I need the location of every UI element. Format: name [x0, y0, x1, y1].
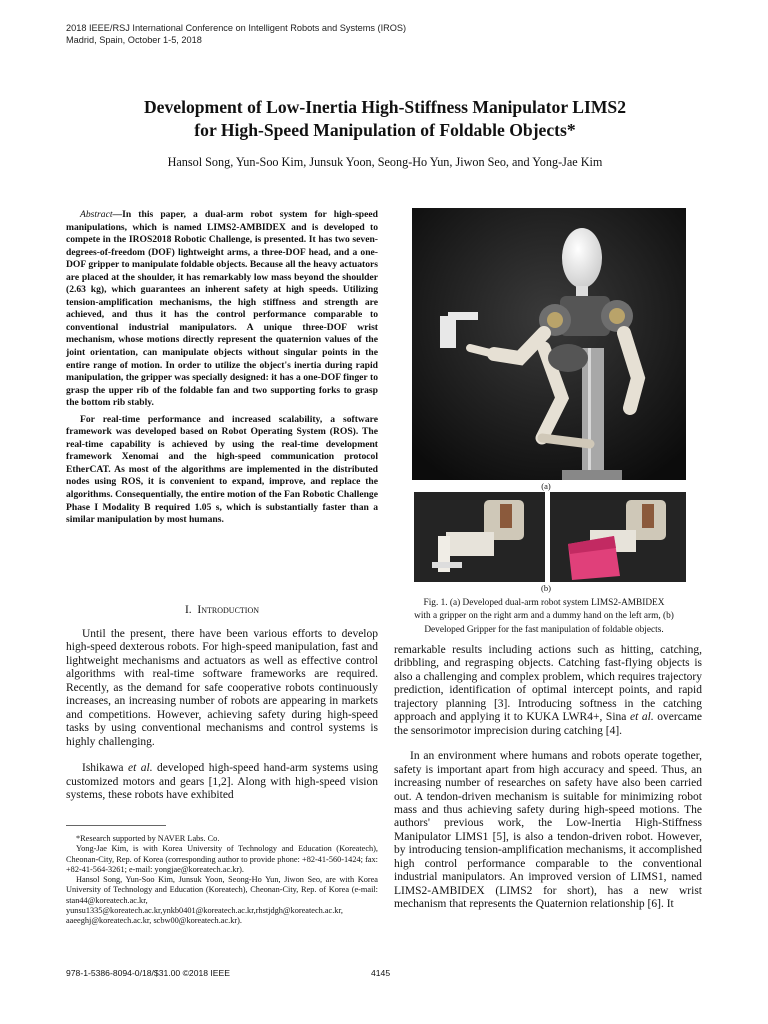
- caption-line-3: Developed Gripper for the fast manipulation of foldable objects.: [424, 624, 664, 635]
- caption-line-1: Fig. 1. (a) Developed dual-arm robot system LIMS2-AMBIDEX: [423, 598, 665, 608]
- intro-p2-text-a: Ishikawa: [82, 762, 128, 775]
- abstract-lead: Abstract: [80, 209, 113, 220]
- conference-location: Madrid, Spain, October 1-5, 2018: [66, 35, 202, 45]
- intro-paragraph-1: Until the present, there have been various efforts to develop high-speed dexterous robots. For high-speed manipulation, fast and lightweight mechanisms and actuators as well as effective control algorithms with real-time software frameworks are required. Recently, as the demand for safe cooperative robots continuously increases, an increasing number of robots are appearing in markets and competitions. However, achieving safety during high-speed tasks by using conventional mechanisms and control systems is highly challenging.: [66, 628, 378, 748]
- figure-label-a: (a): [541, 481, 551, 491]
- conference-name: 2018 IEEE/RSJ International Conference on Intelligent Robots and Systems (IROS): [66, 23, 407, 33]
- intro-paragraph-2: [66, 762, 378, 802]
- figure-caption: [398, 597, 690, 637]
- right-column-body: [394, 644, 702, 912]
- figure-gripper-photo-1: [414, 492, 545, 582]
- right-paragraph-1: [394, 644, 702, 738]
- right-p1-text-a: remarkable results including actions such as hitting, catching, dribbling, and regrasping objects. Catching fast-flying objects is also a challenging and complex problem, which requires trajectory prediction, identification of optimal intercept points, and rapid trajectory planning [3]. Introducing softness in the catching approach and applying it to KUKA LWR4+, Sina: [394, 644, 702, 724]
- title-line-1: Development of Low-Inertia High-Stiffness Manipulator LIMS2: [143, 97, 627, 117]
- section-title: Introduction: [197, 604, 260, 616]
- author-list: Hansol Song, Yun-Soo Kim, Junsuk Yoon, Seong-Ho Yun, Jiwon Seo, and Yong-Jae Kim: [167, 155, 603, 169]
- abstract: [66, 209, 378, 527]
- footnotes: [66, 834, 378, 927]
- intro-p2-text-b: developed high-speed hand-arm systems using customized motors and gears [1,2]. Along with high-speed vision systems, these robots have exhibited: [66, 762, 379, 801]
- page-number: 4145: [371, 968, 391, 978]
- abstract-paragraph-1: [66, 209, 378, 410]
- footnote-funding: *Research supported by NAVER Labs. Co.: [76, 834, 220, 843]
- intro-p2-etal: et al.: [127, 762, 153, 775]
- conference-header: [66, 22, 406, 46]
- abstract-paragraph-2: For real-time performance and increased scalability, a software framework was developed based on Robot Operating System (ROS). The real-time capability is achieved by using the real-time development framework Xenomai and the high-speed communication protocol EtherCAT. As most of the algorithms are implemented in the distributed nodes using ROS, it is convenient to expand, improve, and replace the algorithms. Consequentially, the entire motion of the Fan Robotic Challenge Phase I Modality B required 1.05 s, which is substantially faster than a similar manipulation by most humans.: [66, 413, 378, 526]
- figure-robot-photo: [412, 208, 686, 480]
- right-paragraph-2: In an environment where humans and robots operate together, safety is important apart from high accuracy and speed. Thus, an increasing number of researches on safety have also been carried out. A tendon-driven mechanism is suitable for minimizing robot mass and thus achieving safety during high-speed motions. The authors' previous work, the Low-Inertia High-Stiffness Manipulator LIMS1 [5], is also a tendon-driven robot. However, by introducing tension-amplification mechanisms, it accomplished high control performance comparable to the conventional industrial manipulators. An improved version of LIMS1, named LIMS2-AMBIDEX (LIMS2 for short), has a new wrist mechanism that represents the Quaternion relationship [6]. It: [394, 750, 702, 911]
- paper-title: [60, 96, 710, 142]
- right-p1-text-b: overcame the sensorimotor imprecision during catching [4].: [394, 711, 702, 737]
- figure-gripper-photo-2: [550, 492, 686, 582]
- abstract-text-1: —In this paper, a dual-arm robot system for high-speed manipulations, which is named LIMS2-AMBIDEX and is developed to compete in the IROS2018 Robotic Challenge, is presented. It has two seven-degrees-of-freedom (DOF) lightweight arms, a three-DOF head, and a one-DOF gripper to manipulate foldable objects. Because all the heavy actuators are placed at the shoulder, it has remarkably low mass beyond the shoulder (2.63 kg), which guarantees an inherent safety at high speeds. Utilizing tension-amplification mechanisms, the high stiffness and strength are achieved, and thus it has the control performance comparable to conventional industrial manipulators. A unique three-DOF wrist mechanism, whose motions directly represent the quaternion values of the joint orientation, can manipulate objects without singular points in the entire range of motion. In order to utilize the object's inertia during rapid manipulation, the gripper was specially designed: it has a one-DOF finger to grasp the upper rib of the foldable fan and two supporting forks to grasp the bottom rib stably.: [66, 209, 378, 409]
- footnote-corresponding: Yong-Jae Kim, is with Korea University of Technology and Education (Koreatech), Cheonan-City, Rep. of Korea (corresponding author to provide phone: +82-41-560-1424; fax: +82-41-564-3261; e-mail: yongjae@koreatech.ac.kr).: [66, 844, 378, 874]
- section-heading: [66, 604, 378, 616]
- right-p1-etal: et al.: [629, 711, 654, 724]
- footnote-divider: [66, 825, 166, 826]
- section-number: I.: [184, 604, 192, 616]
- footnote-authors: Hansol Song, Yun-Soo Kim, Junsuk Yoon, Seong-Ho Yun, Jiwon Seo, are with Korea University of Technology and Education (Koreatech), Cheonan-City, Rep. of Korea (e-mail: stan44@koreatech.ac.kr, yunsu1335@koreatech.ac.kr,ynkb0401@koreatech.ac.kr,rhstjdgh@koreatech.ac.kr, aaeeghj@koreatech.ac.kr, scbw00@koreatech.ac.kr).: [66, 875, 378, 926]
- introduction-body: [66, 628, 378, 802]
- copyright-line: 978-1-5386-8094-0/18/$31.00 ©2018 IEEE: [66, 968, 231, 978]
- caption-line-2: with a gripper on the right arm and a dummy hand on the left arm, (b): [414, 611, 674, 622]
- figure-label-b: (b): [541, 583, 551, 593]
- title-line-2: for High-Speed Manipulation of Foldable Objects*: [194, 120, 576, 140]
